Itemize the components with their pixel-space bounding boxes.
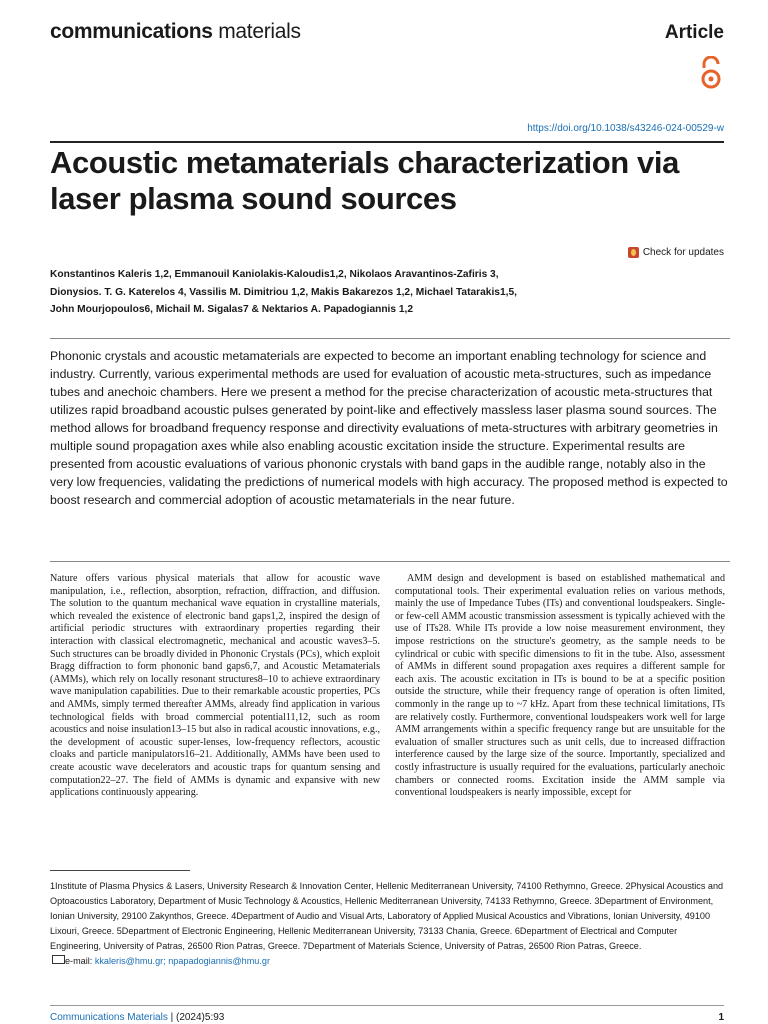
body-column-left xyxy=(50,573,380,800)
footer-journal-link[interactable]: Communications Materials xyxy=(50,1012,168,1023)
body-paragraph: Nature offers various physical materials that allow for acoustic wave manipulation, i.e., reflection, absorption, refraction, diffraction, and diffusion. The solution to the quantum mechanical wave equation in crystalline materials, which revealed the existence of electronic band gaps1,2, inspired the design of artificial periodic structures with extraordinary properties regarding their interaction with classical electromagnetic, mechanical and acoustic waves3–5. Such structures can be broadly divided in Phononic Crystals (PCs), which exploit Bragg diffraction to form phononic band gaps6,7, and Acoustic Metamaterials (AMMs), which rely on locally resonant structures8–10 to achieve extraordinary wave manipulation capabilities. Due to their remarkable acoustic properties, PCs and AMMs, simply termed thereafter AMMs, already find application in various technological fields with broad commercial potential11,12, such as room acoustics and noise insulation13–15 but also in radical acoustic innovations, e.g., the development of acoustic super-lenses, low-frequency reflectors, acoustic cloaks and particle manipulators16–21. Additionally, AMMs have been used to create acoustic wave decelerators and acoustic traps for quantum sensing and computation22–27. The field of AMMs is dynamic and expansive with new applications continuously appearing. xyxy=(50,573,380,799)
body-column-right xyxy=(395,573,725,800)
author-line-2: Dionysios. T. G. Katerelos 4, Vassilis M. Dimitriou 1,2, Makis Bakarezos 1,2, Michael Tatarakis1,5, xyxy=(50,286,517,298)
author-line-3: John Mourjopoulos6, Michail M. Sigalas7 & Nektarios A. Papadogiannis 1,2 xyxy=(50,304,414,315)
journal-name: communications materials xyxy=(50,20,301,43)
body-paragraph: AMM design and development is based on established mathematical and computational tools. Their experimental evaluation relies on various methods, mainly the use of Impedance Tubes (ITs) and conventional loudspeakers. Single- or few-cell AMM acoustic transmission assessment is typically achieved with the use of ITs28. While ITs provide a low noise measurement environment, they impose restrictions on the structure's geometry, as the sample needs to be cylindrical or cubic with specific dimensions to fit in the tube. Also, assessment of AMMs in different sound propagation axes requires a different sample for each axis. The acoustic excitation in ITs is bound to be at a specific position outside the structure, while their frequency range of operation is often limited, commonly in the range up to ~7 kHz. Apart from these technical limitations, ITs are relatively costly. Furthermore, conventional loudspeakers work well for large AMM arrangements within a specific frequency range but are unsuitable for the evaluation of smaller structures such as unit cells, due to increased diffraction interference caused by the large size of the source. Importantly, specialized and costly infrastructure is usually required for the evaluations, particularly anechoic chambers or connected rooms. Excitation inside the AMM sample via conventional loudspeakers is nearly impossible, except for xyxy=(395,573,725,799)
envelope-icon xyxy=(52,955,65,964)
author-list xyxy=(50,266,730,319)
crossmark-icon xyxy=(628,247,639,258)
author-line-1: Konstantinos Kaleris 1,2, Emmanouil Kaniolakis-Kaloudis1,2, Nikolaos Aravantinos-Zafiris 3, xyxy=(50,269,499,280)
check-updates-label: Check for updates xyxy=(642,247,724,258)
affiliations-text: 1Institute of Plasma Physics & Lasers, University Research & Innovation Center, Hellenic Mediterranean University, 74100 Rethymno, Greece. 2Physical Acoustics and Optoacoustics Laboratory, Department of Music Technology & Acoustics, Hellenic Mediterranean University, 74133 Rethymno, Greece. 3Department of Environment, Ionian University, 29100 Zakynthos, Greece. 4Department of Audio and Visual Arts, Laboratory of Applied Musical Acoustics and Vibrations, Ionian University, 49100 Lixouri, Greece. 5Department of Electronic Engineering, Hellenic Mediterranean University, 73133 Chania, Greece. 6Department of Electrical and Computer Engineering, University of Patras, 26500 Rion Patras, Greece. 7Department of Materials Science, University of Patras, 26500 Rion Patras, Greece. xyxy=(50,881,724,952)
header-rule xyxy=(50,141,724,143)
affiliations xyxy=(50,879,730,970)
footnote-rule xyxy=(50,870,190,871)
abstract-box xyxy=(50,338,730,562)
page-number: 1 xyxy=(718,1012,724,1023)
email-links[interactable]: kkaleris@hmu.gr; npapadogiannis@hmu.gr xyxy=(94,956,270,967)
footer-rule xyxy=(50,1005,724,1006)
article-title: Acoustic metamaterials characterization via laser plasma sound sources xyxy=(50,145,679,216)
footer-citation: Communications Materials | (2024)5:93 xyxy=(50,1012,225,1023)
email-label: e-mail: xyxy=(65,956,95,967)
check-updates-button[interactable] xyxy=(628,247,724,258)
abstract-text: Phononic crystals and acoustic metamaterials are expected to become an important enabling technology for science and industry. Currently, various experimental methods are used for evaluation of acoustic meta-structures, such as impedance tubes and anechoic chambers. Here we present a method for the precise characterization of acoustic meta-structures that utilizes rapid broadband acoustic pulses generated by point-like and effectively massless laser plasma sound sources. The method allows for broadband frequency response and directivity evaluations of meta-structures with arbitrary geometries in multiple sound propagation axes while also enabling acoustic excitation inside the structure. Experimental results are presented from acoustic evaluations of various phononic crystals with band gaps in the audible range, notably also in the very low frequencies, validating the predictions of numerical models with high accuracy. The proposed method is expected to boost research and commercial adoption of acoustic metamaterials in the near future. xyxy=(50,349,728,507)
doi-link[interactable]: https://doi.org/10.1038/s43246-024-00529-w xyxy=(527,123,724,134)
article-type-label: Article xyxy=(664,22,724,43)
open-access-icon xyxy=(700,56,722,90)
